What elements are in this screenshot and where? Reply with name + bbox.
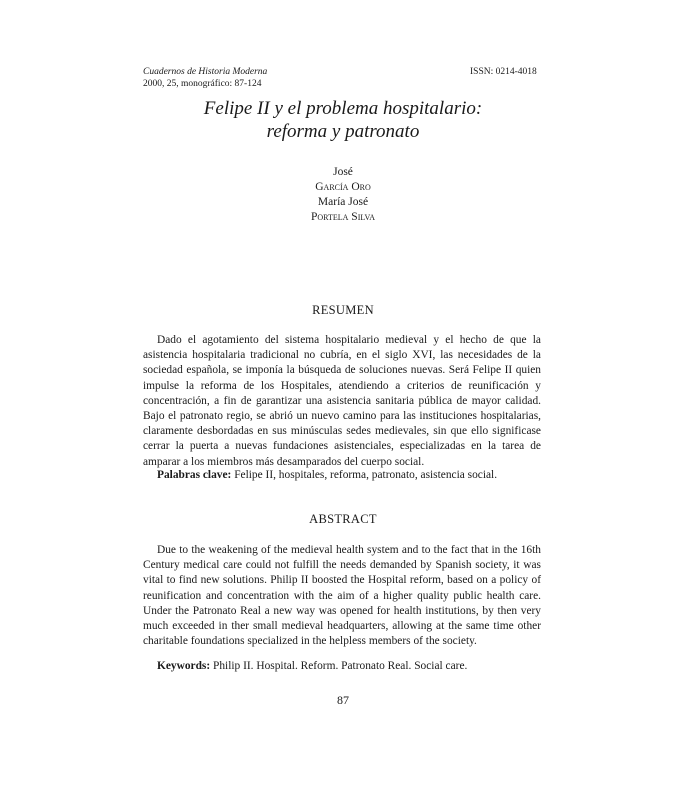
article-title bbox=[143, 97, 543, 143]
abstract-heading: ABSTRACT bbox=[309, 512, 377, 526]
author-1 bbox=[143, 165, 543, 195]
journal-header bbox=[143, 66, 267, 90]
abstract-paragraph: Due to the weakening of the medieval health system and to the fact that in the 16th Century medical care could not fulfill the needs demanded by Spanish society, it was vital to find new solutions. Philip II boosted the Hospital reform, based on a policy of reunification and concentration with the aim of a higher quality public health care. Under the Patronato Real a new way was opened for health institutions, by then very much exceeded in ther small medieval headquarters, allowing at the same time other charitable foundations specialized in the helpless members of the society. bbox=[143, 544, 541, 648]
author-list bbox=[143, 165, 543, 225]
palabras-clave bbox=[157, 468, 547, 483]
keywords-text: Philip II. Hospital. Reform. Patronato Real. Social care. bbox=[213, 660, 468, 672]
page-number: 87 bbox=[337, 693, 349, 707]
palabras-clave-text: Felipe II, hospitales, reforma, patronato, asistencia social. bbox=[234, 469, 498, 481]
journal-issue: 2000, 25, monográfico: 87-124 bbox=[143, 79, 262, 89]
author-2 bbox=[143, 195, 543, 225]
palabras-clave-label: Palabras clave: bbox=[157, 469, 232, 481]
author-family-name: García Oro bbox=[315, 181, 371, 193]
resumen-paragraph: Dado el agotamiento del sistema hospitalario medieval y el hecho de que la asistencia hospitalaria tradicional no cubría, en el siglo XVI, las necesidades de la sociedad española, se imponía la búsqueda de soluciones nuevas. Será Felipe II quien impulse la reforma de los Hospitales, atendiendo a criterios de reunificación y concentración, a fin de garantizar una asistencia sanitaria pública de mayor calidad. Bajo el patronato regio, se abrió un nuevo camino para las instituciones hospitalarias, claramente desbordadas en sus minúsculas sedes medievales, sin que ello significase cerrar la puerta a nuevas fundaciones asistenciales, especializadas en la tarea de amparar a los miembros más desamparados del cuerpo social. bbox=[143, 334, 541, 468]
author-given-name: José bbox=[333, 166, 353, 178]
keywords bbox=[157, 659, 547, 674]
title-line-2: reforma y patronato bbox=[266, 121, 420, 142]
journal-name: Cuadernos de Historia Moderna bbox=[143, 67, 268, 77]
author-given-name: María José bbox=[317, 196, 369, 208]
title-line-1: Felipe II y el problema hospitalario: bbox=[203, 98, 483, 119]
resumen-heading: RESUMEN bbox=[312, 303, 374, 317]
author-family-name: Portela Silva bbox=[310, 211, 376, 223]
issn: ISSN: 0214-4018 bbox=[470, 67, 537, 77]
keywords-label: Keywords: bbox=[157, 660, 211, 672]
